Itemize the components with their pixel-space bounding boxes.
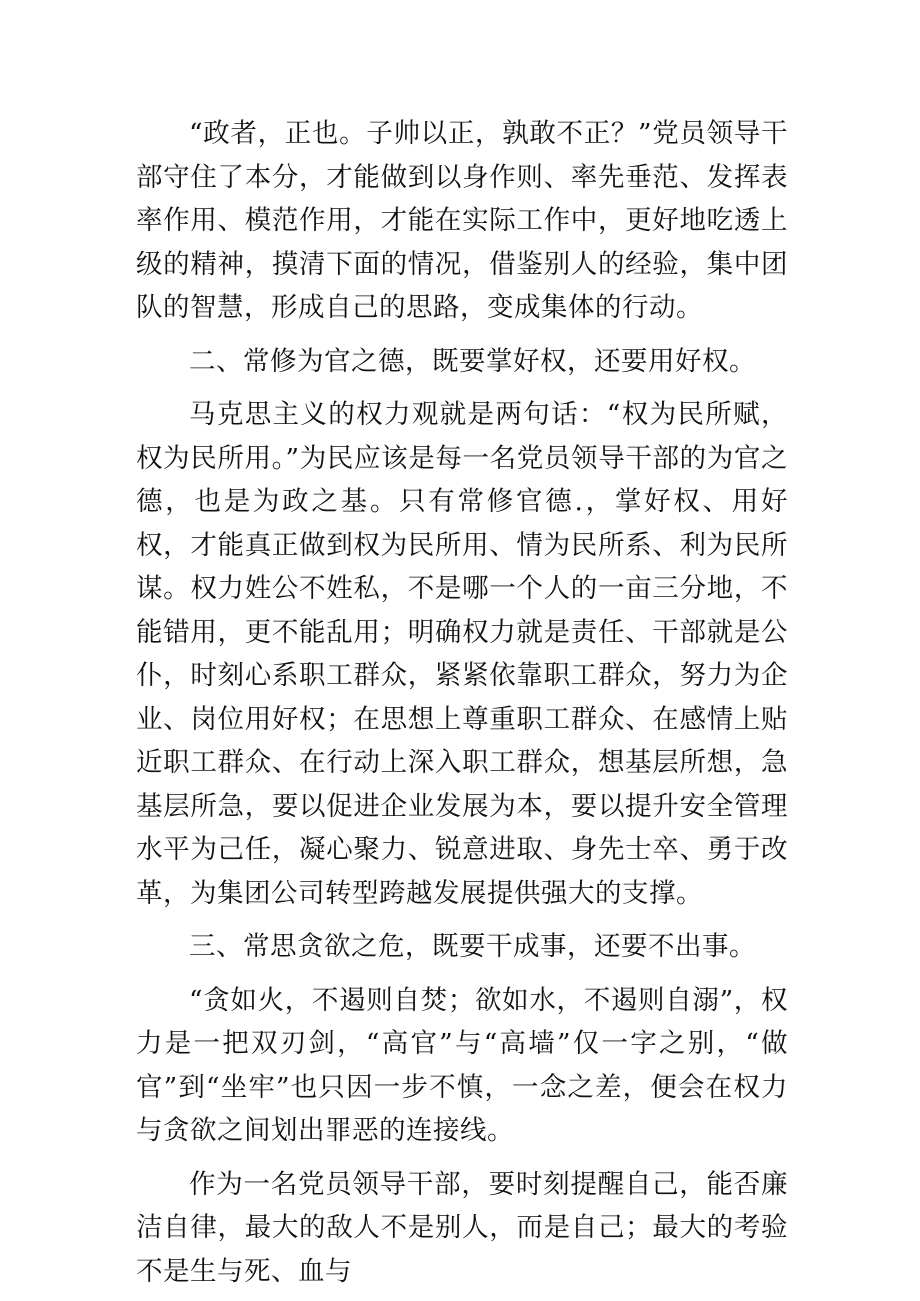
paragraph-3: “贪如火，不遏则自焚；欲如水，不遏则自溺”，权力是一把双刃剑，“高官”与“高墙”仅一字之别，“做官”到“坐牢”也只因一步不慎，一念之差，便会在权力与贪欲之间划出罪恶的连接线。 xyxy=(136,984,788,1146)
document-body xyxy=(136,112,788,1293)
paragraph-gap xyxy=(136,383,788,393)
paragraph-4: 作为一名党员领导干部，要时刻提醒自己，能否廉洁自律，最大的敌人不是别人，而是自己；最大的考验不是生与死、血与 xyxy=(136,1168,788,1287)
paragraph-1: “政者，正也。子帅以正，孰敢不正？”党员领导干部守住了本分，才能做到以身作则、率先垂范、发挥表率作用、模范作用，才能在实际工作中，更好地吃透上级的精神，摸清下面的情况，借鉴别人的经验，集中团队的智慧，形成自己的思路，变成集体的行动。 xyxy=(136,118,788,323)
paragraph-gap xyxy=(136,969,788,979)
section-heading-3: 三、常思贪欲之危，既要干成事，还要不出事。 xyxy=(189,931,756,962)
paragraph-gap xyxy=(136,330,788,340)
paragraph-2: 马克思主义的权力观就是两句话：“权为民所赋，权为民所用。”为民应该是每一名党员领导干部的为官之德，也是为政之基。只有常修官德.，掌好权、用好权，才能真正做到权为民所用、情为民所系、利为民所谋。权力姓公不姓私，不是哪一个人的一亩三分地，不能错用，更不能乱用；明确权力就是责任、干部就是公仆，时刻心系职工群众，紧紧依靠职工群众，努力为企业、岗位用好权；在思想上尊重职工群众、在感情上贴近职工群众、在行动上深入职工群众，想基层所想，急基层所急，要以促进企业发展为本，要以提升安全管理水平为己任，凝心聚力、锐意进取、身先士卒、勇于改革，为集团公司转型跨越发展提供强大的支撑。 xyxy=(136,399,788,909)
paragraph-gap xyxy=(136,915,788,925)
paragraph-gap xyxy=(136,1153,788,1163)
section-heading-2: 二、常修为官之德，既要掌好权，还要用好权。 xyxy=(189,345,756,377)
